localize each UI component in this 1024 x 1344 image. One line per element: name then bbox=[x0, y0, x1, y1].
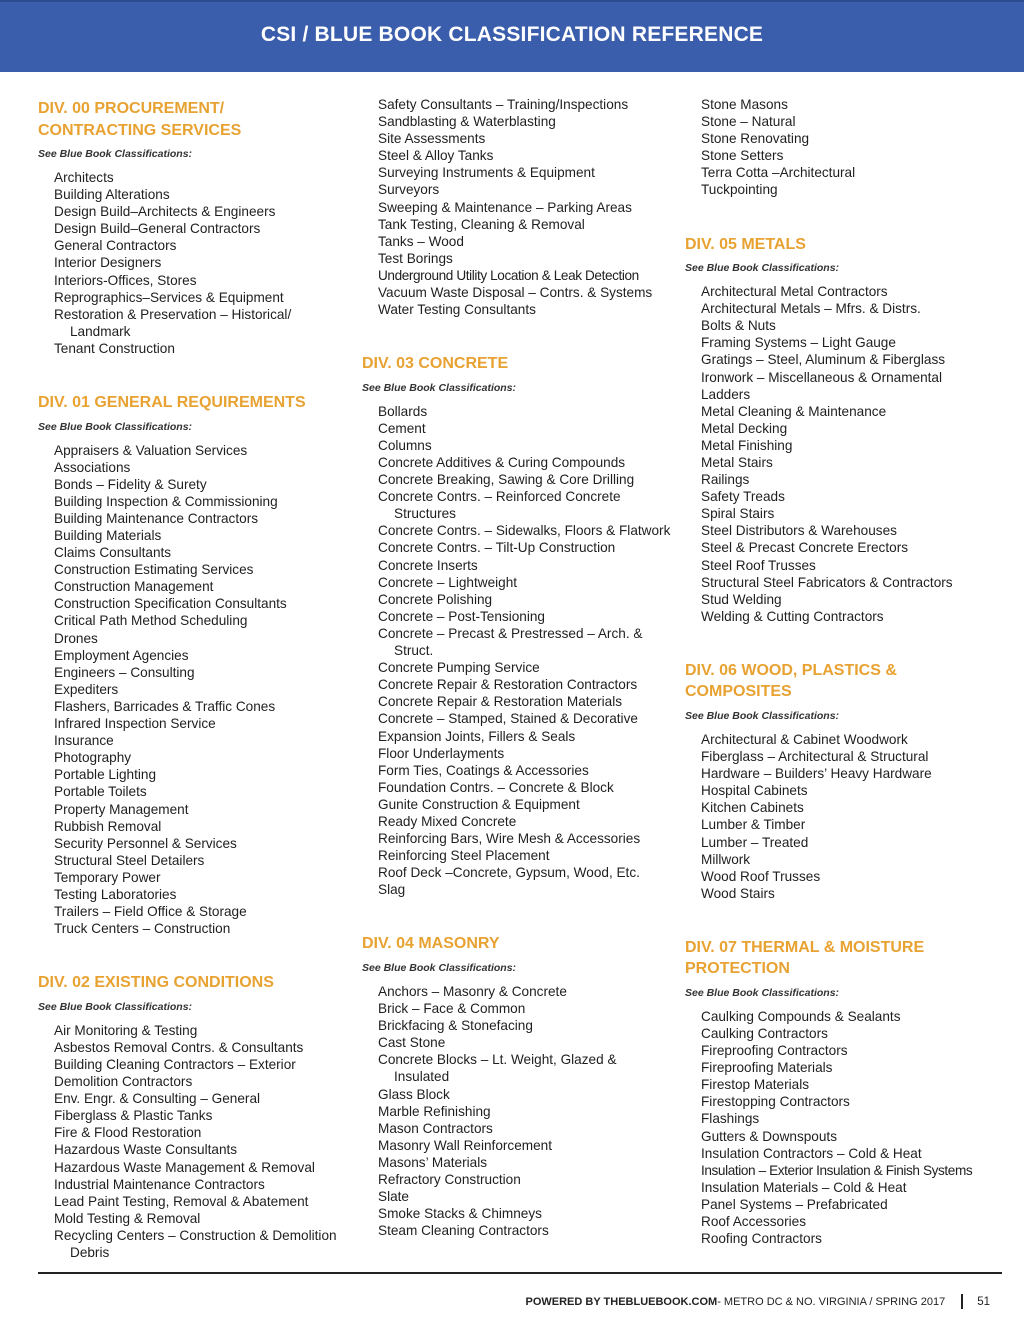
list-item: Ironwork – Miscellaneous & Ornamental bbox=[701, 369, 943, 385]
list-item: Fireproofing Materials bbox=[701, 1060, 833, 1076]
section-title: DIV. 03 CONCRETE bbox=[362, 355, 509, 373]
list-item: Architectural Metal Contractors bbox=[701, 284, 888, 300]
list-item: Brick – Face & Common bbox=[378, 1001, 526, 1017]
list-item: Slate bbox=[378, 1189, 409, 1205]
list-item: Bolts & Nuts bbox=[701, 318, 776, 334]
list-item: Insurance bbox=[54, 733, 114, 749]
list-item: Framing Systems – Light Gauge bbox=[701, 335, 896, 351]
list-item: Industrial Maintenance Contractors bbox=[54, 1176, 265, 1192]
list-item: Gratings – Steel, Aluminum & Fiberglass bbox=[701, 352, 946, 368]
classification-list bbox=[378, 96, 672, 318]
list-item: Surveyors bbox=[378, 182, 440, 198]
section-div-04 bbox=[362, 931, 672, 1239]
list-item: Testing Laboratories bbox=[54, 886, 177, 902]
list-item: Structural Steel Detailers bbox=[54, 852, 205, 868]
list-item: Temporary Power bbox=[54, 869, 161, 885]
list-item: Concrete Contrs. – Reinforced Concrete Structures bbox=[378, 489, 621, 522]
list-item: Hospital Cabinets bbox=[701, 783, 808, 799]
list-item: Construction Management bbox=[54, 579, 214, 595]
list-item: Concrete – Post-Tensioning bbox=[378, 608, 545, 624]
list-item: Insulation – Exterior Insulation & Finish Systems bbox=[701, 1162, 973, 1178]
list-item: Concrete Contrs. – Sidewalks, Floors & Flatwork bbox=[378, 523, 671, 539]
list-item: Concrete Repair & Restoration Materials bbox=[378, 694, 623, 710]
classification-list bbox=[701, 731, 1005, 902]
list-item: Caulking Compounds & Sealants bbox=[701, 1008, 901, 1024]
classification-list bbox=[378, 983, 672, 1239]
section-title-line: DIV. 06 WOOD, PLASTICS & bbox=[685, 661, 897, 679]
list-item: Sweeping & Maintenance – Parking Areas bbox=[378, 199, 632, 215]
list-item: Concrete Repair & Restoration Contractors bbox=[378, 677, 638, 693]
list-item: Claims Consultants bbox=[54, 545, 172, 561]
list-item: Roofing Contractors bbox=[701, 1231, 822, 1247]
list-item: Building Alterations bbox=[54, 187, 170, 203]
list-item: Architects bbox=[54, 170, 114, 185]
list-item: Hardware – Builders’ Heavy Hardware bbox=[701, 766, 932, 782]
list-item: Caulking Contractors bbox=[701, 1025, 828, 1041]
list-item: Metal Decking bbox=[701, 420, 788, 436]
list-item: Ladders bbox=[701, 386, 751, 402]
list-item: Metal Cleaning & Maintenance bbox=[701, 403, 887, 419]
list-item: Concrete Blocks – Lt. Weight, Glazed & Insulated bbox=[378, 1052, 617, 1085]
list-item: Hazardous Waste Consultants bbox=[54, 1142, 238, 1158]
list-item: Lumber – Treated bbox=[701, 834, 809, 850]
list-item: Building Cleaning Contractors – Exterior bbox=[54, 1056, 296, 1072]
list-item: Bonds – Fidelity & Surety bbox=[54, 476, 207, 492]
list-item: Fireproofing Contractors bbox=[701, 1043, 848, 1059]
footer-brand: POWERED BY THEBLUEBOOK.COM bbox=[525, 1295, 718, 1308]
page-header bbox=[0, 0, 1024, 72]
list-item: Vacuum Waste Disposal – Contrs. & Systems bbox=[378, 285, 653, 301]
section-div-02-continued bbox=[362, 96, 672, 318]
section-div-03 bbox=[362, 351, 672, 898]
list-item: Concrete Inserts bbox=[378, 557, 478, 573]
classification-list bbox=[701, 283, 1005, 625]
list-item: Structural Steel Fabricators & Contractors bbox=[701, 574, 953, 590]
list-item: Cast Stone bbox=[378, 1035, 446, 1051]
list-item: Bollards bbox=[378, 403, 428, 419]
list-item: Stone Renovating bbox=[701, 131, 810, 147]
list-item: Interior Designers bbox=[54, 255, 162, 271]
list-item: Tank Testing, Cleaning & Removal bbox=[378, 216, 585, 232]
list-item: Building Inspection & Commissioning bbox=[54, 493, 278, 509]
list-item: Masonry Wall Reinforcement bbox=[378, 1137, 553, 1153]
list-item: Steel Distributors & Warehouses bbox=[701, 523, 897, 539]
list-item: Glass Block bbox=[378, 1086, 450, 1102]
list-item: Stud Welding bbox=[701, 591, 782, 607]
list-item: Reinforcing Bars, Wire Mesh & Accessories bbox=[378, 831, 641, 847]
list-item: Metal Finishing bbox=[701, 437, 793, 453]
list-item: Roof Deck –Concrete, Gypsum, Wood, Etc. bbox=[378, 865, 640, 881]
list-item: Concrete Polishing bbox=[378, 591, 493, 607]
list-item: Cement bbox=[378, 420, 426, 436]
list-item: Concrete Contrs. – Tilt-Up Construction bbox=[378, 540, 616, 556]
section-title: DIV. 02 EXISTING CONDITIONS bbox=[38, 974, 274, 992]
list-item: Fiberglass & Plastic Tanks bbox=[54, 1108, 213, 1124]
list-item: Concrete Pumping Service bbox=[378, 660, 540, 676]
list-item: Safety Treads bbox=[701, 489, 785, 505]
list-item: Metal Stairs bbox=[701, 455, 773, 470]
list-item: Tuckpointing bbox=[701, 182, 778, 198]
list-item: Concrete – Lightweight bbox=[378, 574, 518, 590]
list-item: Firestop Materials bbox=[701, 1077, 810, 1093]
footer-separator bbox=[961, 1294, 963, 1309]
list-item: Critical Path Method Scheduling bbox=[54, 613, 248, 629]
classification-list bbox=[701, 1008, 1005, 1247]
section-title bbox=[685, 658, 1005, 703]
section-div-05 bbox=[685, 232, 1005, 625]
list-item: Steel & Alloy Tanks bbox=[378, 148, 494, 164]
list-item: Reinforcing Steel Placement bbox=[378, 848, 550, 864]
list-item: Interiors-Offices, Stores bbox=[54, 272, 197, 288]
list-item: Mason Contractors bbox=[378, 1120, 493, 1136]
list-item: Drones bbox=[54, 630, 98, 646]
list-item: Anchors – Masonry & Concrete bbox=[378, 983, 567, 999]
list-item: Building Maintenance Contractors bbox=[54, 510, 259, 526]
list-item: Architectural Metals – Mfrs. & Distrs. bbox=[701, 301, 921, 317]
classification-list bbox=[54, 1022, 348, 1261]
list-item: Columns bbox=[378, 437, 432, 453]
list-item: Form Ties, Coatings & Accessories bbox=[378, 762, 589, 778]
footer-edition: - METRO DC & NO. VIRGINIA / SPRING 2017 bbox=[717, 1295, 946, 1308]
see-classifications-label: See Blue Book Classifications: bbox=[38, 1000, 193, 1013]
list-item: Asbestos Removal Contrs. & Consultants bbox=[54, 1039, 304, 1055]
list-item: Truck Centers – Construction bbox=[54, 921, 231, 937]
list-item: Marble Refinishing bbox=[378, 1103, 491, 1119]
list-item: Expediters bbox=[54, 681, 119, 697]
list-item: Roof Accessories bbox=[701, 1214, 807, 1229]
list-item: Millwork bbox=[701, 851, 751, 867]
list-item: Employment Agencies bbox=[54, 647, 189, 663]
list-item: Concrete Breaking, Sawing & Core Drilling bbox=[378, 472, 635, 488]
list-item: Ready Mixed Concrete bbox=[378, 813, 517, 829]
list-item: Kitchen Cabinets bbox=[701, 800, 804, 816]
column-1 bbox=[38, 96, 348, 1294]
list-item: Sandblasting & Waterblasting bbox=[378, 114, 556, 130]
classification-list bbox=[54, 442, 348, 938]
list-item: Insulation Contractors – Cold & Heat bbox=[701, 1145, 922, 1161]
section-title-line: CONTRACTING SERVICES bbox=[38, 121, 242, 139]
column-2 bbox=[362, 96, 672, 1272]
list-item: Architectural & Cabinet Woodwork bbox=[701, 731, 908, 747]
list-item: Tenant Construction bbox=[54, 340, 175, 356]
list-item: Safety Consultants – Training/Inspections bbox=[378, 97, 629, 112]
list-item: Construction Specification Consultants bbox=[54, 596, 287, 612]
list-item: Reprographics–Services & Equipment bbox=[54, 289, 284, 305]
see-classifications-label: See Blue Book Classifications: bbox=[38, 420, 193, 433]
section-title: DIV. 04 MASONRY bbox=[362, 935, 500, 953]
list-item: Associations bbox=[54, 459, 131, 475]
list-item: Lead Paint Testing, Removal & Abatement bbox=[54, 1193, 309, 1209]
section-title: DIV. 01 GENERAL REQUIREMENTS bbox=[38, 394, 306, 412]
section-title-line: DIV. 00 PROCUREMENT/ bbox=[38, 100, 225, 117]
list-item: Underground Utility Location & Leak Detection bbox=[378, 267, 639, 283]
list-item: Smoke Stacks & Chimneys bbox=[378, 1206, 542, 1222]
see-classifications-label: See Blue Book Classifications: bbox=[362, 381, 517, 394]
list-item: Stone Masons bbox=[701, 97, 788, 112]
list-item: Gunite Construction & Equipment bbox=[378, 796, 580, 812]
list-item: Gutters & Downspouts bbox=[701, 1128, 837, 1144]
list-item: Insulation Materials – Cold & Heat bbox=[701, 1179, 907, 1195]
page-title: CSI / BLUE BOOK CLASSIFICATION REFERENCE bbox=[260, 23, 764, 46]
section-title-line: PROTECTION bbox=[685, 960, 790, 978]
list-item: Rubbish Removal bbox=[54, 818, 162, 834]
list-item: Concrete Additives & Curing Compounds bbox=[378, 455, 626, 470]
list-item: Air Monitoring & Testing bbox=[54, 1022, 198, 1038]
list-item: Floor Underlayments bbox=[378, 745, 505, 761]
list-item: Steel Roof Trusses bbox=[701, 557, 816, 573]
see-classifications-label: See Blue Book Classifications: bbox=[685, 262, 840, 275]
list-item: Lumber & Timber bbox=[701, 817, 806, 833]
list-item: Concrete – Precast & Prestressed – Arch. & Struct. bbox=[378, 625, 643, 659]
list-item: Property Management bbox=[54, 801, 189, 817]
list-item: Test Borings bbox=[378, 250, 453, 266]
list-item: Env. Engr. & Consulting – General bbox=[54, 1091, 261, 1107]
list-item: Portable Toilets bbox=[54, 784, 147, 800]
list-item: Stone – Natural bbox=[701, 114, 796, 130]
list-item: Design Build–Architects & Engineers bbox=[54, 204, 276, 220]
see-classifications-label: See Blue Book Classifications: bbox=[685, 986, 840, 999]
list-item: Steam Cleaning Contractors bbox=[378, 1223, 549, 1239]
list-item: Photography bbox=[54, 750, 132, 766]
list-item: Restoration & Preservation – Historical/ Landmark bbox=[54, 306, 292, 339]
list-item: Terra Cotta –Architectural bbox=[701, 165, 856, 181]
list-item: Stone Setters bbox=[701, 148, 784, 164]
list-item: Railings bbox=[701, 472, 750, 488]
page-number: 51 bbox=[977, 1295, 990, 1308]
section-title bbox=[38, 96, 348, 141]
list-item: Slag bbox=[378, 882, 406, 898]
list-item: Firestopping Contractors bbox=[701, 1094, 850, 1110]
footer-divider bbox=[38, 1272, 1002, 1274]
list-item: Site Assessments bbox=[378, 131, 486, 147]
list-item: Masons’ Materials bbox=[378, 1154, 488, 1170]
classification-list bbox=[54, 169, 348, 357]
column-3 bbox=[685, 96, 1005, 1280]
list-item: Wood Roof Trusses bbox=[701, 868, 821, 884]
list-item: Demolition Contractors bbox=[54, 1074, 193, 1090]
list-item: Design Build–General Contractors bbox=[54, 221, 261, 237]
list-item: Fire & Flood Restoration bbox=[54, 1125, 202, 1141]
list-item: Construction Estimating Services bbox=[54, 562, 254, 578]
section-title: DIV. 05 METALS bbox=[685, 235, 806, 253]
list-item: Steel & Precast Concrete Erectors bbox=[701, 540, 909, 556]
list-item: Building Materials bbox=[54, 528, 162, 543]
list-item: Flashings bbox=[701, 1111, 760, 1127]
list-item: Portable Lighting bbox=[54, 767, 157, 783]
section-div-04-continued bbox=[685, 96, 1005, 199]
list-item: Water Testing Consultants bbox=[378, 302, 536, 318]
list-item: Refractory Construction bbox=[378, 1171, 521, 1187]
section-div-00 bbox=[38, 96, 348, 357]
list-item: Infrared Inspection Service bbox=[54, 716, 216, 732]
list-item: Tanks – Wood bbox=[378, 233, 464, 249]
list-item: Engineers – Consulting bbox=[54, 664, 195, 680]
section-title-line: DIV. 07 THERMAL & MOISTURE bbox=[685, 938, 925, 956]
list-item: Wood Stairs bbox=[701, 885, 775, 901]
section-title bbox=[685, 935, 1005, 980]
list-item: Spiral Stairs bbox=[701, 506, 775, 522]
list-item: Security Personnel & Services bbox=[54, 835, 237, 851]
classification-list bbox=[701, 96, 1005, 199]
section-title-line: COMPOSITES bbox=[685, 683, 792, 701]
list-item: Fiberglass – Architectural & Structural bbox=[701, 749, 929, 765]
see-classifications-label: See Blue Book Classifications: bbox=[685, 709, 840, 722]
list-item: Panel Systems – Prefabricated bbox=[701, 1196, 888, 1212]
list-item: Flashers, Barricades & Traffic Cones bbox=[54, 698, 276, 714]
list-item: Expansion Joints, Fillers & Seals bbox=[378, 728, 576, 744]
list-item: Welding & Cutting Contractors bbox=[701, 608, 884, 624]
section-div-07 bbox=[685, 935, 1005, 1247]
section-div-02 bbox=[38, 970, 348, 1261]
list-item: Foundation Contrs. – Concrete & Block bbox=[378, 779, 614, 795]
list-item: Recycling Centers – Construction & Demolition Debris bbox=[54, 1227, 337, 1260]
section-div-06 bbox=[685, 658, 1005, 902]
list-item: Mold Testing & Removal bbox=[54, 1210, 201, 1226]
list-item: General Contractors bbox=[54, 238, 177, 254]
list-item: Hazardous Waste Management & Removal bbox=[54, 1159, 315, 1175]
see-classifications-label: See Blue Book Classifications: bbox=[362, 961, 517, 974]
list-item: Brickfacing & Stonefacing bbox=[378, 1018, 533, 1034]
see-classifications-label: See Blue Book Classifications: bbox=[38, 148, 193, 160]
page-footer bbox=[526, 1294, 991, 1309]
list-item: Concrete – Stamped, Stained & Decorative bbox=[378, 711, 638, 727]
classification-list bbox=[378, 403, 672, 899]
list-item: Appraisers & Valuation Services bbox=[54, 442, 248, 458]
section-div-01 bbox=[38, 390, 348, 937]
list-item: Surveying Instruments & Equipment bbox=[378, 165, 595, 181]
list-item: Trailers – Field Office & Storage bbox=[54, 904, 247, 920]
